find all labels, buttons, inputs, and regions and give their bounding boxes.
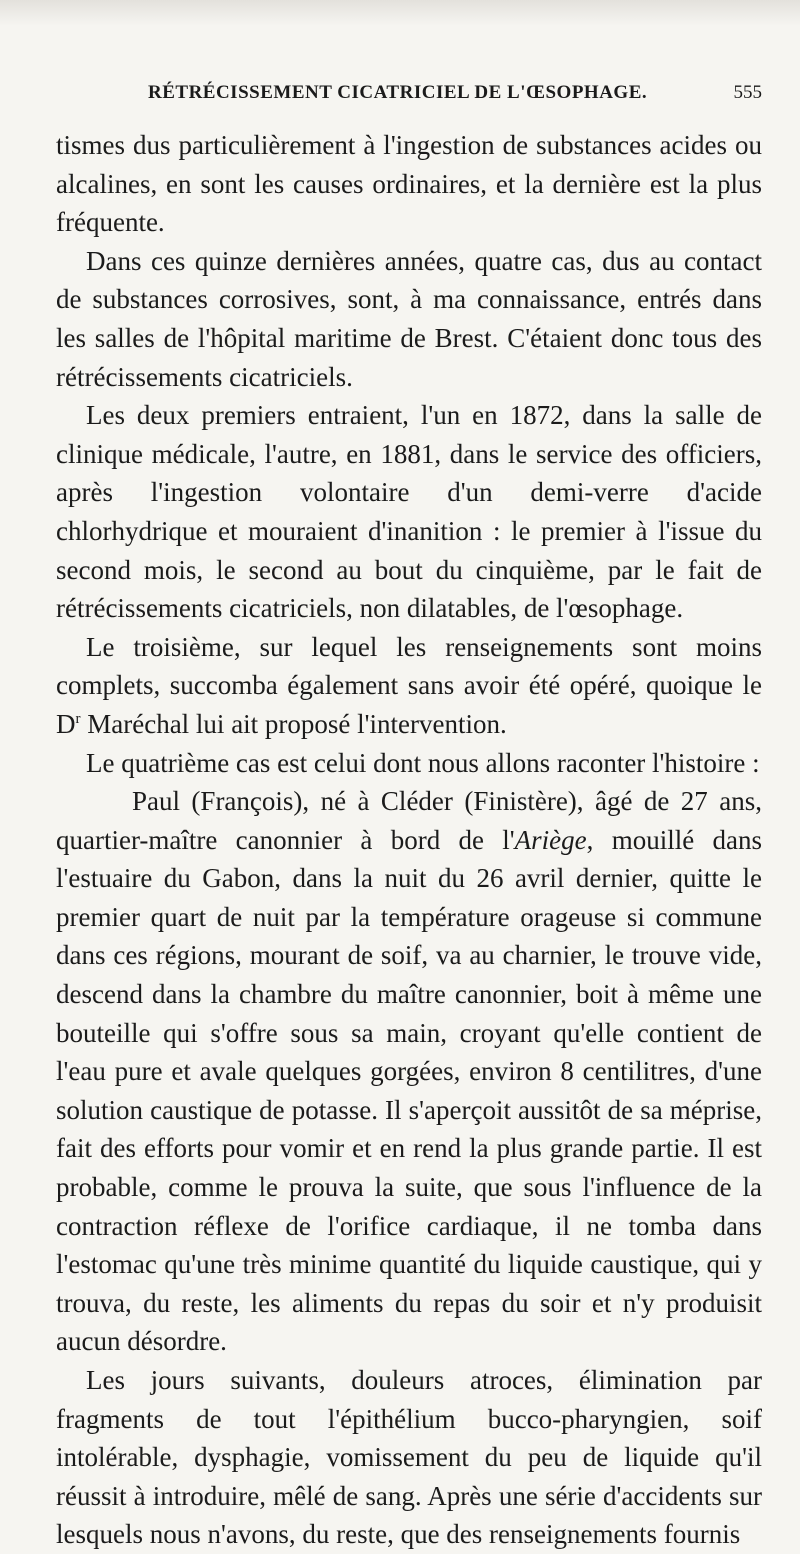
page-number: 555	[733, 82, 762, 103]
running-head: RÉTRÉCISSEMENT CICATRICIEL DE L'ŒSOPHAGE.	[148, 82, 648, 103]
text-run: , mouillé dans l'estuaire du Gabon, dans la nuit du 26 avril dernier, quitte le premier quart de nuit par la température orageuse si commune dans ces régions, mourant de soif, va au charnier, le trouve vide, descend dans la chambre du maître canonnier, boit à même une bouteille qui s'offre sous sa main, croyant qu'elle contient de l'eau pure et avale quelques gorgées, environ 8 centilitres, d'une solution caustique de potasse. Il s'aperçoit aussitôt de sa méprise, fait des efforts pour vomir et en rend la plus grande partie. Il est probable, comme le prouva la suite, que sous l'influence de la contraction réflexe de l'orifice cardiaque, il ne tomba dans l'estomac qu'une très minime quantité du liquide caustique, qui y trouva, du reste, les aliments du repas du soir et n'y produisit aucun désordre.	[56, 824, 762, 1357]
body-text	[56, 126, 762, 1554]
paragraph-fourth-case: Le quatrième cas est celui dont nous allons raconter l'histoire :	[86, 747, 760, 778]
ship-name: Ariège	[514, 824, 587, 855]
paragraph-case-history	[56, 782, 762, 1361]
superscript: r	[75, 710, 81, 727]
text-run: Paul (François), né à Cléder (Finistère), âgé de 27 ans, quartier-maître canonnier à bord de l'	[56, 786, 762, 855]
page-header	[56, 82, 762, 126]
scan-shadow	[0, 0, 800, 26]
text-run: Maréchal lui ait proposé l'intervention.	[80, 708, 507, 739]
paragraph-first-two-cases: Les deux premiers entraient, l'un en 1872, dans la salle de clinique médicale, l'autre, en 1881, dans le service des officiers, après l'ingestion volontaire d'un demi-verre d'acide chlorhydrique et mouraient d'inanition : le premier à l'issue du second mois, le second au bout du cinquième, par le fait de rétrécissements cicatriciels, non dilatables, de l'œsophage.	[56, 400, 762, 624]
paragraph-third-case	[56, 628, 762, 744]
paragraph-following-days: Les jours suivants, douleurs atroces, élimination par fragments de tout l'épithélium bucco-pharyngien, soif intolérable, dysphagie, vomissement du peu de liquide qu'il réussit à introduire, mêlé de sang. Après une série d'accidents sur lesquels nous n'avons, du reste, que des renseignements fournis	[56, 1365, 762, 1550]
paragraph-continuation: tismes dus particulièrement à l'ingestion de substances acides ou alcalines, en sont les causes ordinaires, et la dernière est la plus fréquente.	[56, 130, 762, 238]
paragraph-four-cases: Dans ces quinze dernières années, quatre cas, dus au contact de substances corrosives, sont, à ma connaissance, entrés dans les salles de l'hôpital maritime de Brest. C'étaient donc tous des rétrécissements cicatriciels.	[56, 245, 762, 392]
text-run: Le troisième, sur lequel les renseignements sont moins complets, succomba également sans avoir été opéré, quoique le D	[56, 631, 762, 739]
